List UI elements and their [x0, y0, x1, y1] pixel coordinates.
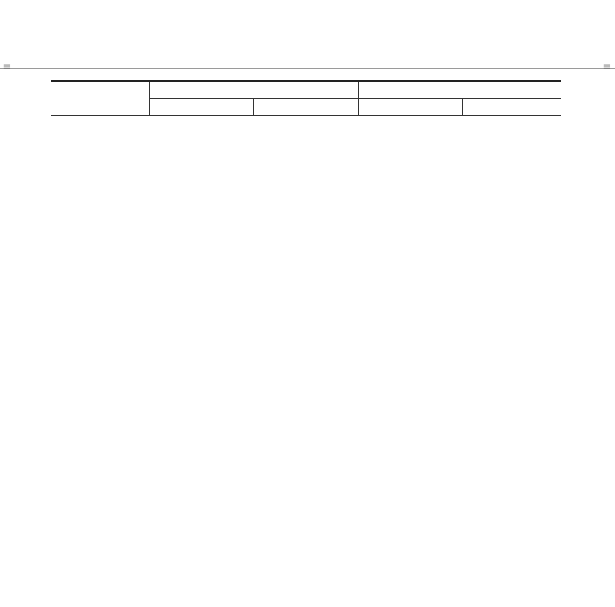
production-chart	[0, 290, 615, 607]
header-july-growth	[254, 99, 358, 116]
header-cum-growth	[462, 99, 561, 116]
production-table	[51, 80, 561, 116]
page-divider	[0, 68, 615, 69]
header-jan-jul	[358, 81, 561, 99]
left-margin-marker: ≡	[2, 62, 12, 73]
right-margin-marker: ≡	[602, 62, 612, 73]
header-indicator	[51, 81, 150, 116]
header-july-absolute	[150, 99, 254, 116]
question-heading	[0, 0, 615, 7]
header-cum-absolute	[358, 99, 462, 116]
header-july	[150, 81, 359, 99]
